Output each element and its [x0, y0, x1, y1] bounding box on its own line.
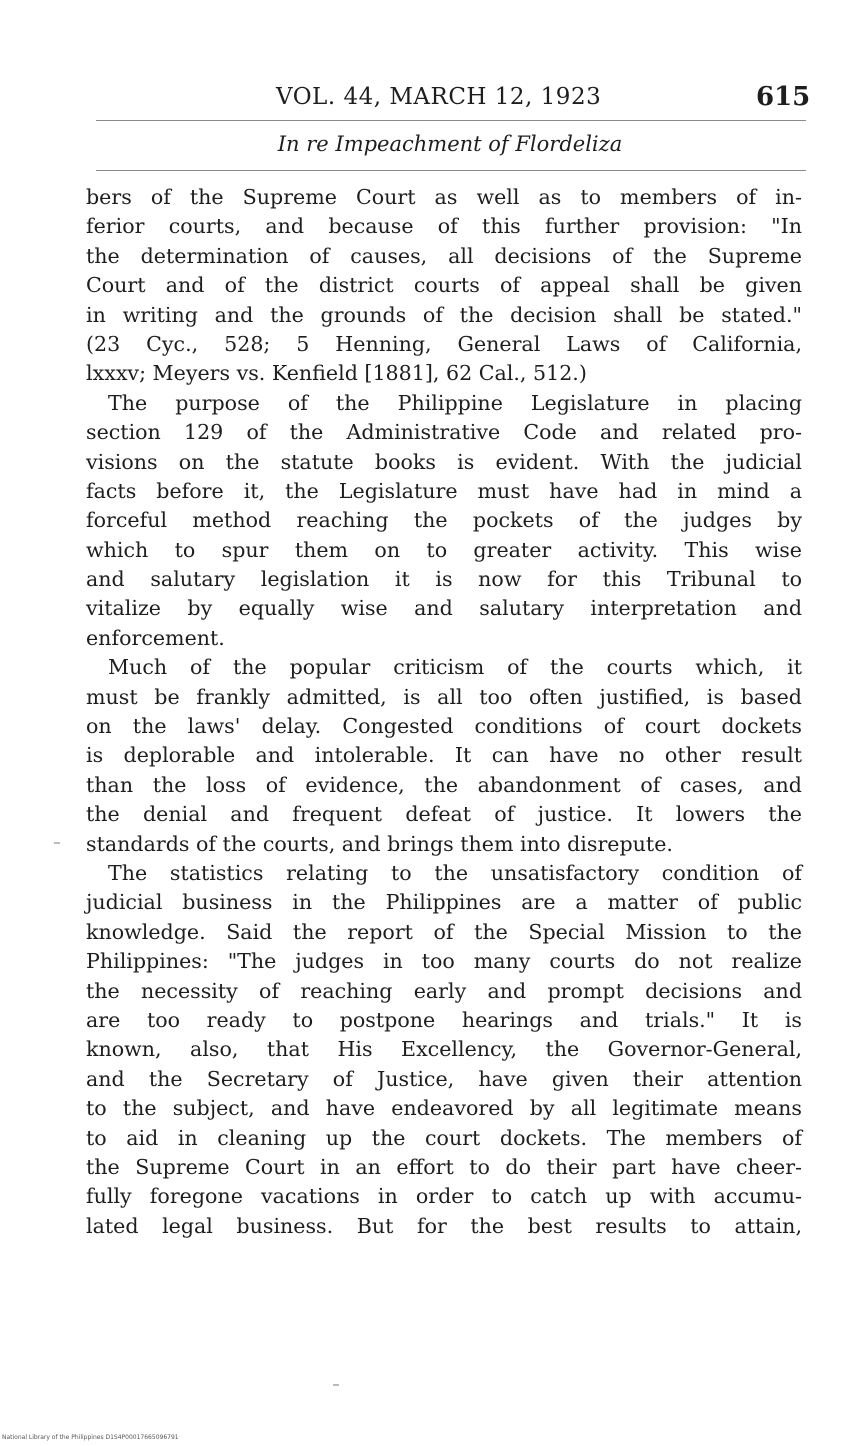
- scan-speck: [333, 1384, 339, 1386]
- text-line: Philippines: "The judges in too many courts do not realize: [86, 949, 802, 974]
- text-line: section 129 of the Administrative Code and related pro-: [86, 420, 802, 445]
- text-line: ferior courts, and because of this further provision: "In: [86, 214, 802, 239]
- volume-date-line: VOL. 44, MARCH 12, 1923: [276, 84, 602, 110]
- text-line: in writing and the grounds of the decision shall be stated.": [86, 302, 802, 327]
- text-line: and the Secretary of Justice, have given their attention: [86, 1066, 802, 1091]
- text-line: standards of the courts, and brings them into disrepute.: [86, 831, 673, 856]
- text-line: visions on the statute books is evident. With the judicial: [86, 449, 802, 474]
- text-line: enforcement.: [86, 625, 225, 650]
- text-line: the denial and frequent defeat of justice. It lowers the: [86, 802, 802, 827]
- text-line: Much of the popular criticism of the courts which, it: [108, 655, 802, 680]
- text-line: than the loss of evidence, the abandonment of cases, and: [86, 772, 802, 797]
- running-head: [0, 80, 846, 120]
- text-line: bers of the Supreme Court as well as to members of in-: [86, 185, 802, 209]
- text-line: is deplorable and intolerable. It can have no other result: [86, 743, 802, 768]
- text-line: lxxxv; Meyers vs. Kenfield [1881], 62 Cal., 512.): [86, 361, 587, 386]
- body-text: [86, 183, 802, 1241]
- text-line: which to spur them on to greater activity. This wise: [86, 537, 802, 562]
- text-line: must be frankly admitted, is all too often justified, is based: [86, 684, 802, 709]
- text-line: known, also, that His Excellency, the Governor-General,: [86, 1037, 802, 1062]
- text-line: vitalize by equally wise and salutary interpretation and: [86, 596, 802, 621]
- text-line: judicial business in the Philippines are a matter of public: [86, 890, 802, 915]
- text-line: on the laws' delay. Congested conditions of court dockets: [86, 714, 802, 739]
- text-line: forceful method reaching the pockets of the judges by: [86, 508, 802, 533]
- text-line: (23 Cyc., 528; 5 Henning, General Laws of California,: [86, 331, 802, 356]
- text-line: fully foregone vacations in order to catch up with accumu-: [86, 1184, 802, 1209]
- text-line: the necessity of reaching early and prompt decisions and: [86, 978, 802, 1003]
- header-rule-bottom: [96, 170, 806, 171]
- text-line: are too ready to postpone hearings and trials." It is: [86, 1007, 802, 1032]
- text-line: and salutary legislation it is now for this Tribunal to: [86, 567, 802, 592]
- page-number: 615: [756, 82, 811, 112]
- scan-source-footer: National Library of the Philippines D1S4P00017665096791: [2, 1434, 179, 1441]
- text-line: the determination of causes, all decisions of the Supreme: [86, 243, 802, 268]
- text-line: lated legal business. But for the best results to attain,: [86, 1213, 802, 1238]
- text-line: to the subject, and have endeavored by all legitimate means: [86, 1096, 802, 1121]
- text-line: the Supreme Court in an effort to do their part have cheer-: [86, 1154, 802, 1179]
- text-line: The purpose of the Philippine Legislature in placing: [108, 390, 802, 415]
- text-line: facts before it, the Legislature must have had in mind a: [86, 478, 802, 503]
- scan-speck: [54, 842, 60, 844]
- text-line: to aid in cleaning up the court dockets. The members of: [86, 1125, 802, 1150]
- text-line: Court and of the district courts of appeal shall be given: [86, 273, 802, 298]
- header-rule-top: [96, 120, 806, 121]
- text-line: knowledge. Said the report of the Special Mission to the: [86, 919, 802, 944]
- case-title: In re Impeachment of Flordeliza: [277, 132, 623, 156]
- text-line: The statistics relating to the unsatisfactory condition of: [108, 860, 802, 885]
